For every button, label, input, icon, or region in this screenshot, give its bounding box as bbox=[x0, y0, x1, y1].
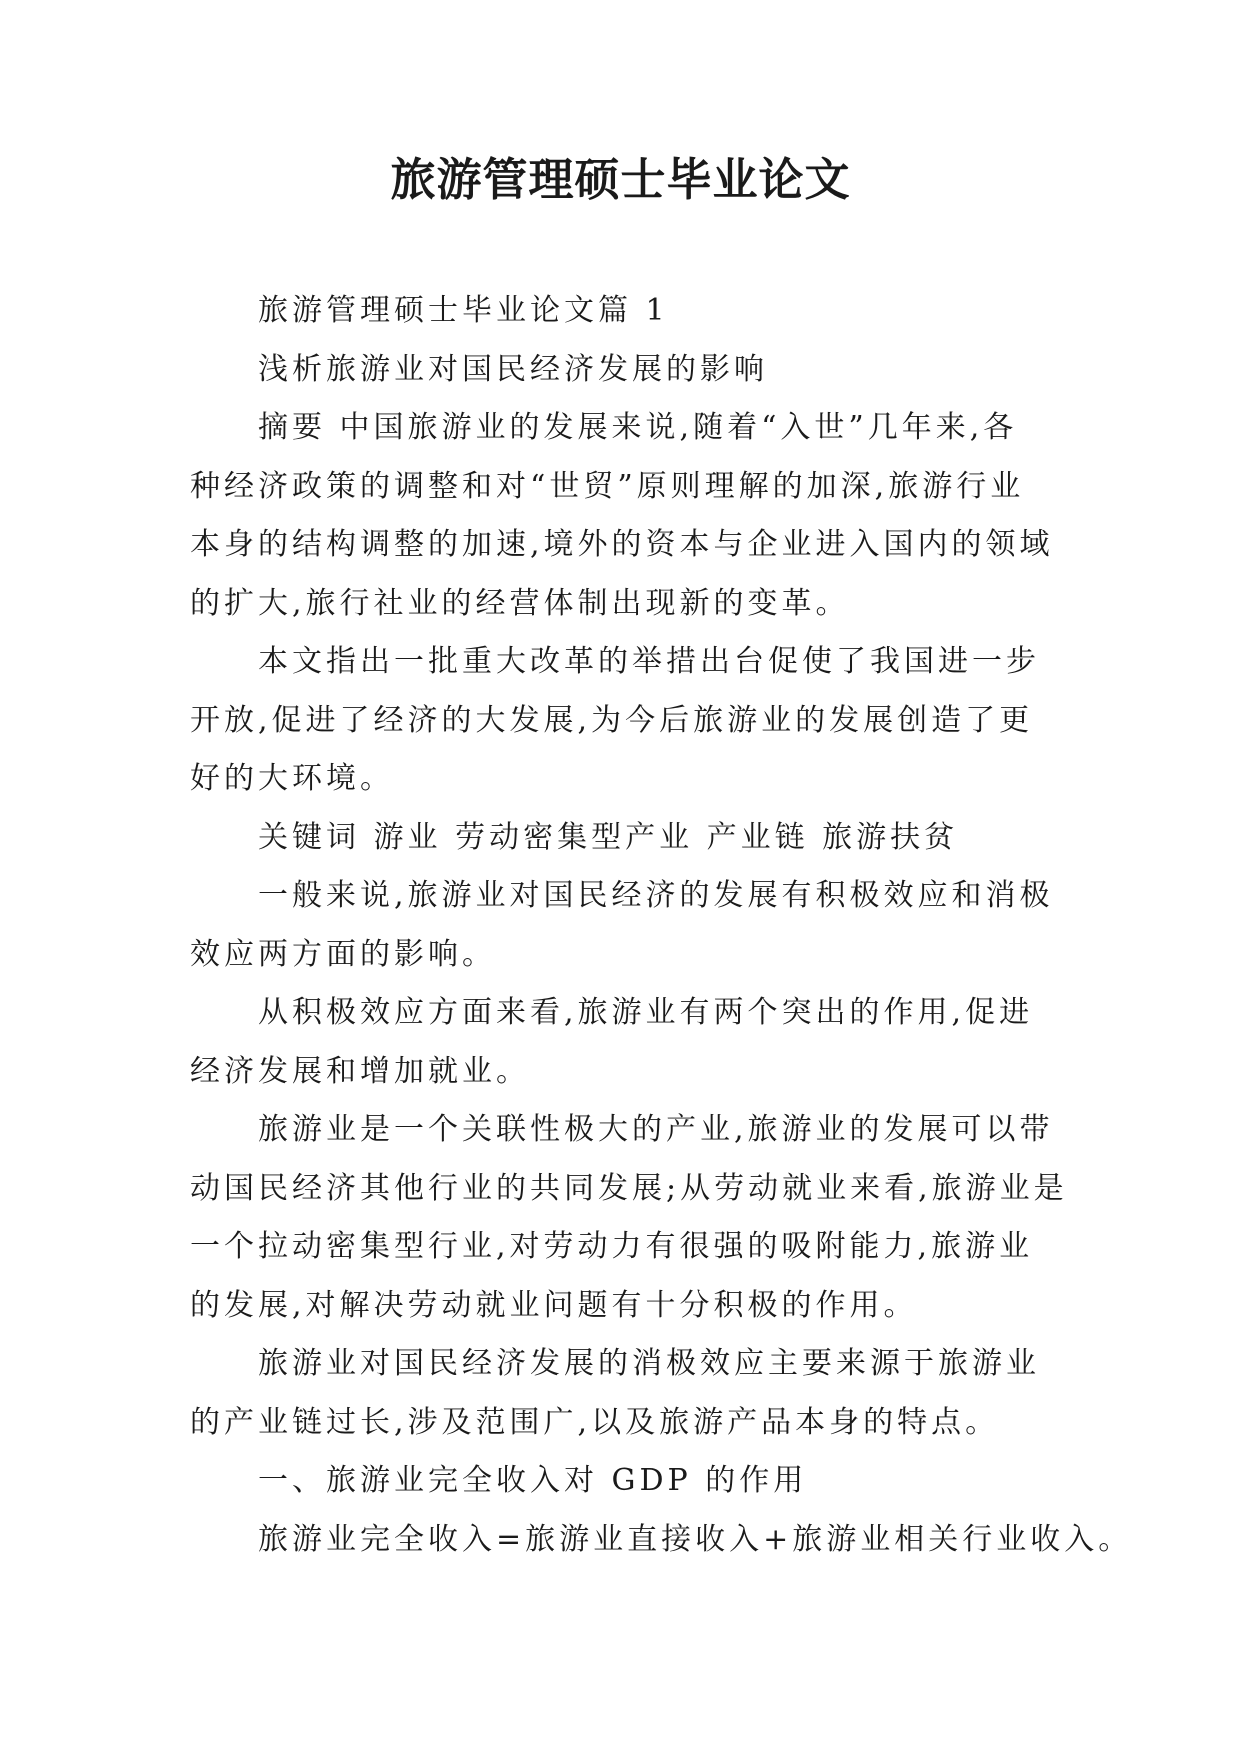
paragraph-positive-effects bbox=[190, 984, 1070, 1101]
paragraph-line: 种经济政策的调整和对“世贸”原则理解的加深,旅游行业 bbox=[190, 468, 1025, 504]
paragraph-line: 经济发展和增加就业。 bbox=[190, 1053, 530, 1089]
paragraph-formula bbox=[190, 1511, 1133, 1570]
paragraph-line: 开放,促进了经济的大发展,为今后旅游业的发展创造了更 bbox=[190, 702, 1034, 738]
document-body bbox=[190, 282, 1133, 1569]
paragraph-line: 的产业链过长,涉及范围广,以及旅游产品本身的特点。 bbox=[190, 1404, 1000, 1440]
paragraph-line: 一个拉动密集型行业,对劳动力有很强的吸附能力,旅游业 bbox=[190, 1229, 1034, 1264]
paragraph-line: 旅游业对国民经济发展的消极效应主要来源于旅游业 bbox=[258, 1346, 1040, 1381]
paragraph-keywords bbox=[190, 809, 1070, 868]
document-title: 旅游管理硕士毕业论文 bbox=[390, 153, 851, 206]
paragraph-abstract bbox=[190, 399, 1070, 633]
paragraph-section-heading bbox=[190, 282, 1070, 341]
paragraph-line: 摘要 中国旅游业的发展来说,随着“入世”几年来,各 bbox=[258, 410, 1018, 445]
paragraph-article-title bbox=[190, 341, 1070, 400]
paragraph-line: 浅析旅游业对国民经济发展的影响 bbox=[258, 351, 768, 387]
paragraph-line: 旅游管理硕士毕业论文篇 1 bbox=[258, 293, 669, 328]
paragraph-line: 一、旅游业完全收入对 GDP 的作用 bbox=[258, 1463, 808, 1498]
paragraph-thesis-statement bbox=[190, 633, 1070, 809]
paragraph-overview bbox=[190, 867, 1070, 984]
paragraph-industry-linkage bbox=[190, 1101, 1070, 1335]
paragraph-line: 关键词 游业 劳动密集型产业 产业链 旅游扶贫 bbox=[258, 819, 959, 855]
paragraph-line: 效应两方面的影响。 bbox=[190, 936, 496, 972]
paragraph-line: 本文指出一批重大改革的举措出台促使了我国进一步 bbox=[258, 644, 1040, 679]
paragraph-line: 一般来说,旅游业对国民经济的发展有积极效应和消极 bbox=[258, 878, 1054, 913]
paragraph-line: 好的大环境。 bbox=[190, 761, 394, 796]
paragraph-line: 的发展,对解决劳动就业问题有十分积极的作用。 bbox=[190, 1287, 918, 1323]
paragraph-line: 动国民经济其他行业的共同发展;从劳动就业来看,旅游业是 bbox=[190, 1170, 1068, 1206]
paragraph-line: 本身的结构调整的加速,境外的资本与企业进入国内的领域 bbox=[190, 527, 1054, 562]
paragraph-line: 旅游业完全收入=旅游业直接收入+旅游业相关行业收入。 bbox=[258, 1521, 1133, 1557]
paragraph-subheading-gdp bbox=[190, 1452, 1070, 1511]
paragraph-line: 的扩大,旅行社业的经营体制出现新的变革。 bbox=[190, 585, 850, 621]
paragraph-line: 旅游业是一个关联性极大的产业,旅游业的发展可以带 bbox=[258, 1112, 1054, 1147]
paragraph-line: 从积极效应方面来看,旅游业有两个突出的作用,促进 bbox=[258, 995, 1034, 1030]
paragraph-negative-effects bbox=[190, 1335, 1070, 1452]
